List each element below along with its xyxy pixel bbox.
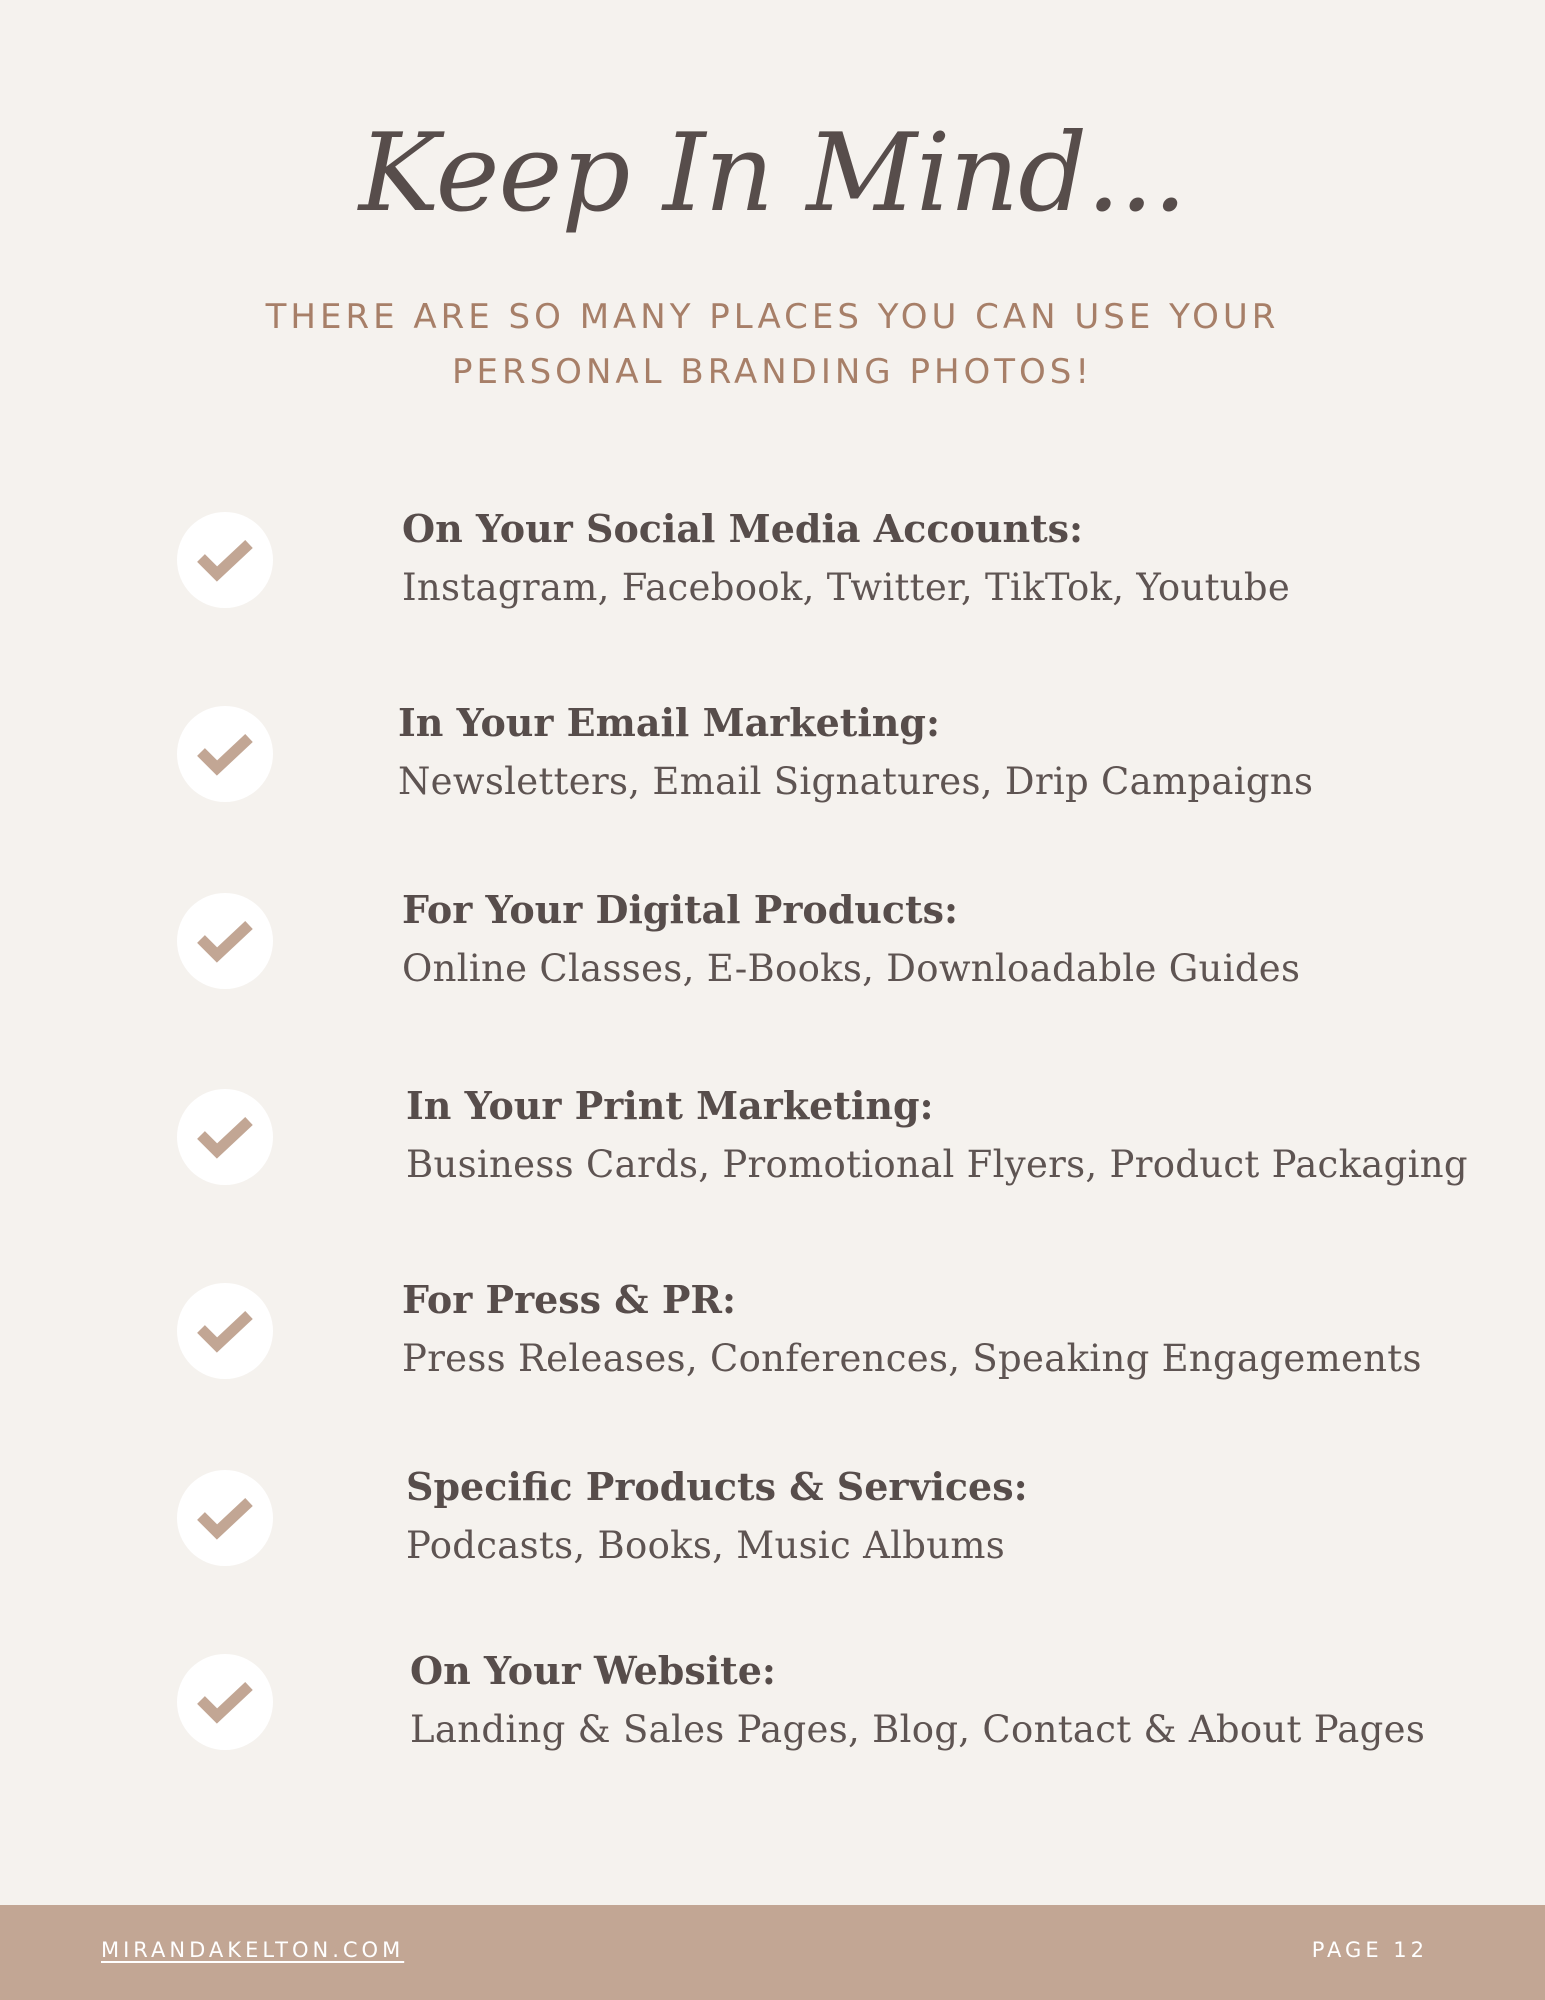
list-item-social-media [0, 506, 1545, 632]
item-body: Business Cards, Promotional Flyers, Product Packaging [406, 1143, 1468, 1186]
list-item-email-marketing [0, 700, 1545, 826]
check-icon [177, 1470, 273, 1566]
list-item-print-marketing [0, 1083, 1545, 1209]
item-body: Newsletters, Email Signatures, Drip Campaigns [398, 760, 1314, 803]
item-heading: For Press & PR: [402, 1277, 737, 1322]
page-number: PAGE 12 [1311, 1938, 1428, 1962]
website-link[interactable]: MIRANDAKELTON.COM [101, 1938, 405, 1962]
item-heading: In Your Print Marketing: [406, 1083, 934, 1128]
item-heading: For Your Digital Products: [402, 887, 959, 932]
check-icon [177, 706, 273, 802]
check-icon [177, 1654, 273, 1750]
check-icon [177, 512, 273, 608]
check-icon [177, 1089, 273, 1185]
list-item-products-services [0, 1464, 1545, 1590]
item-heading: Specific Products & Services: [406, 1464, 1028, 1509]
list-item-website [0, 1648, 1545, 1774]
subtitle-line-2: PERSONAL BRANDING PHOTOS! [451, 352, 1094, 392]
page-title: Keep In Mind... [358, 111, 1187, 236]
list-item-press-pr [0, 1277, 1545, 1403]
item-body: Online Classes, E-Books, Downloadable Guides [402, 947, 1301, 990]
item-body: Press Releases, Conferences, Speaking Engagements [402, 1337, 1422, 1380]
item-body: Landing & Sales Pages, Blog, Contact & About Pages [410, 1708, 1426, 1751]
item-heading: On Your Website: [410, 1648, 776, 1693]
subtitle-line-1: THERE ARE SO MANY PLACES YOU CAN USE YOUR [265, 297, 1280, 337]
item-heading: In Your Email Marketing: [398, 700, 941, 745]
check-icon [177, 893, 273, 989]
item-heading: On Your Social Media Accounts: [402, 506, 1084, 551]
check-icon [177, 1283, 273, 1379]
item-body: Instagram, Facebook, Twitter, TikTok, Youtube [402, 566, 1291, 609]
page-subtitle [0, 290, 1545, 400]
footer-bar [0, 1905, 1545, 2000]
item-body: Podcasts, Books, Music Albums [406, 1524, 1006, 1567]
list-item-digital-products [0, 887, 1545, 1013]
